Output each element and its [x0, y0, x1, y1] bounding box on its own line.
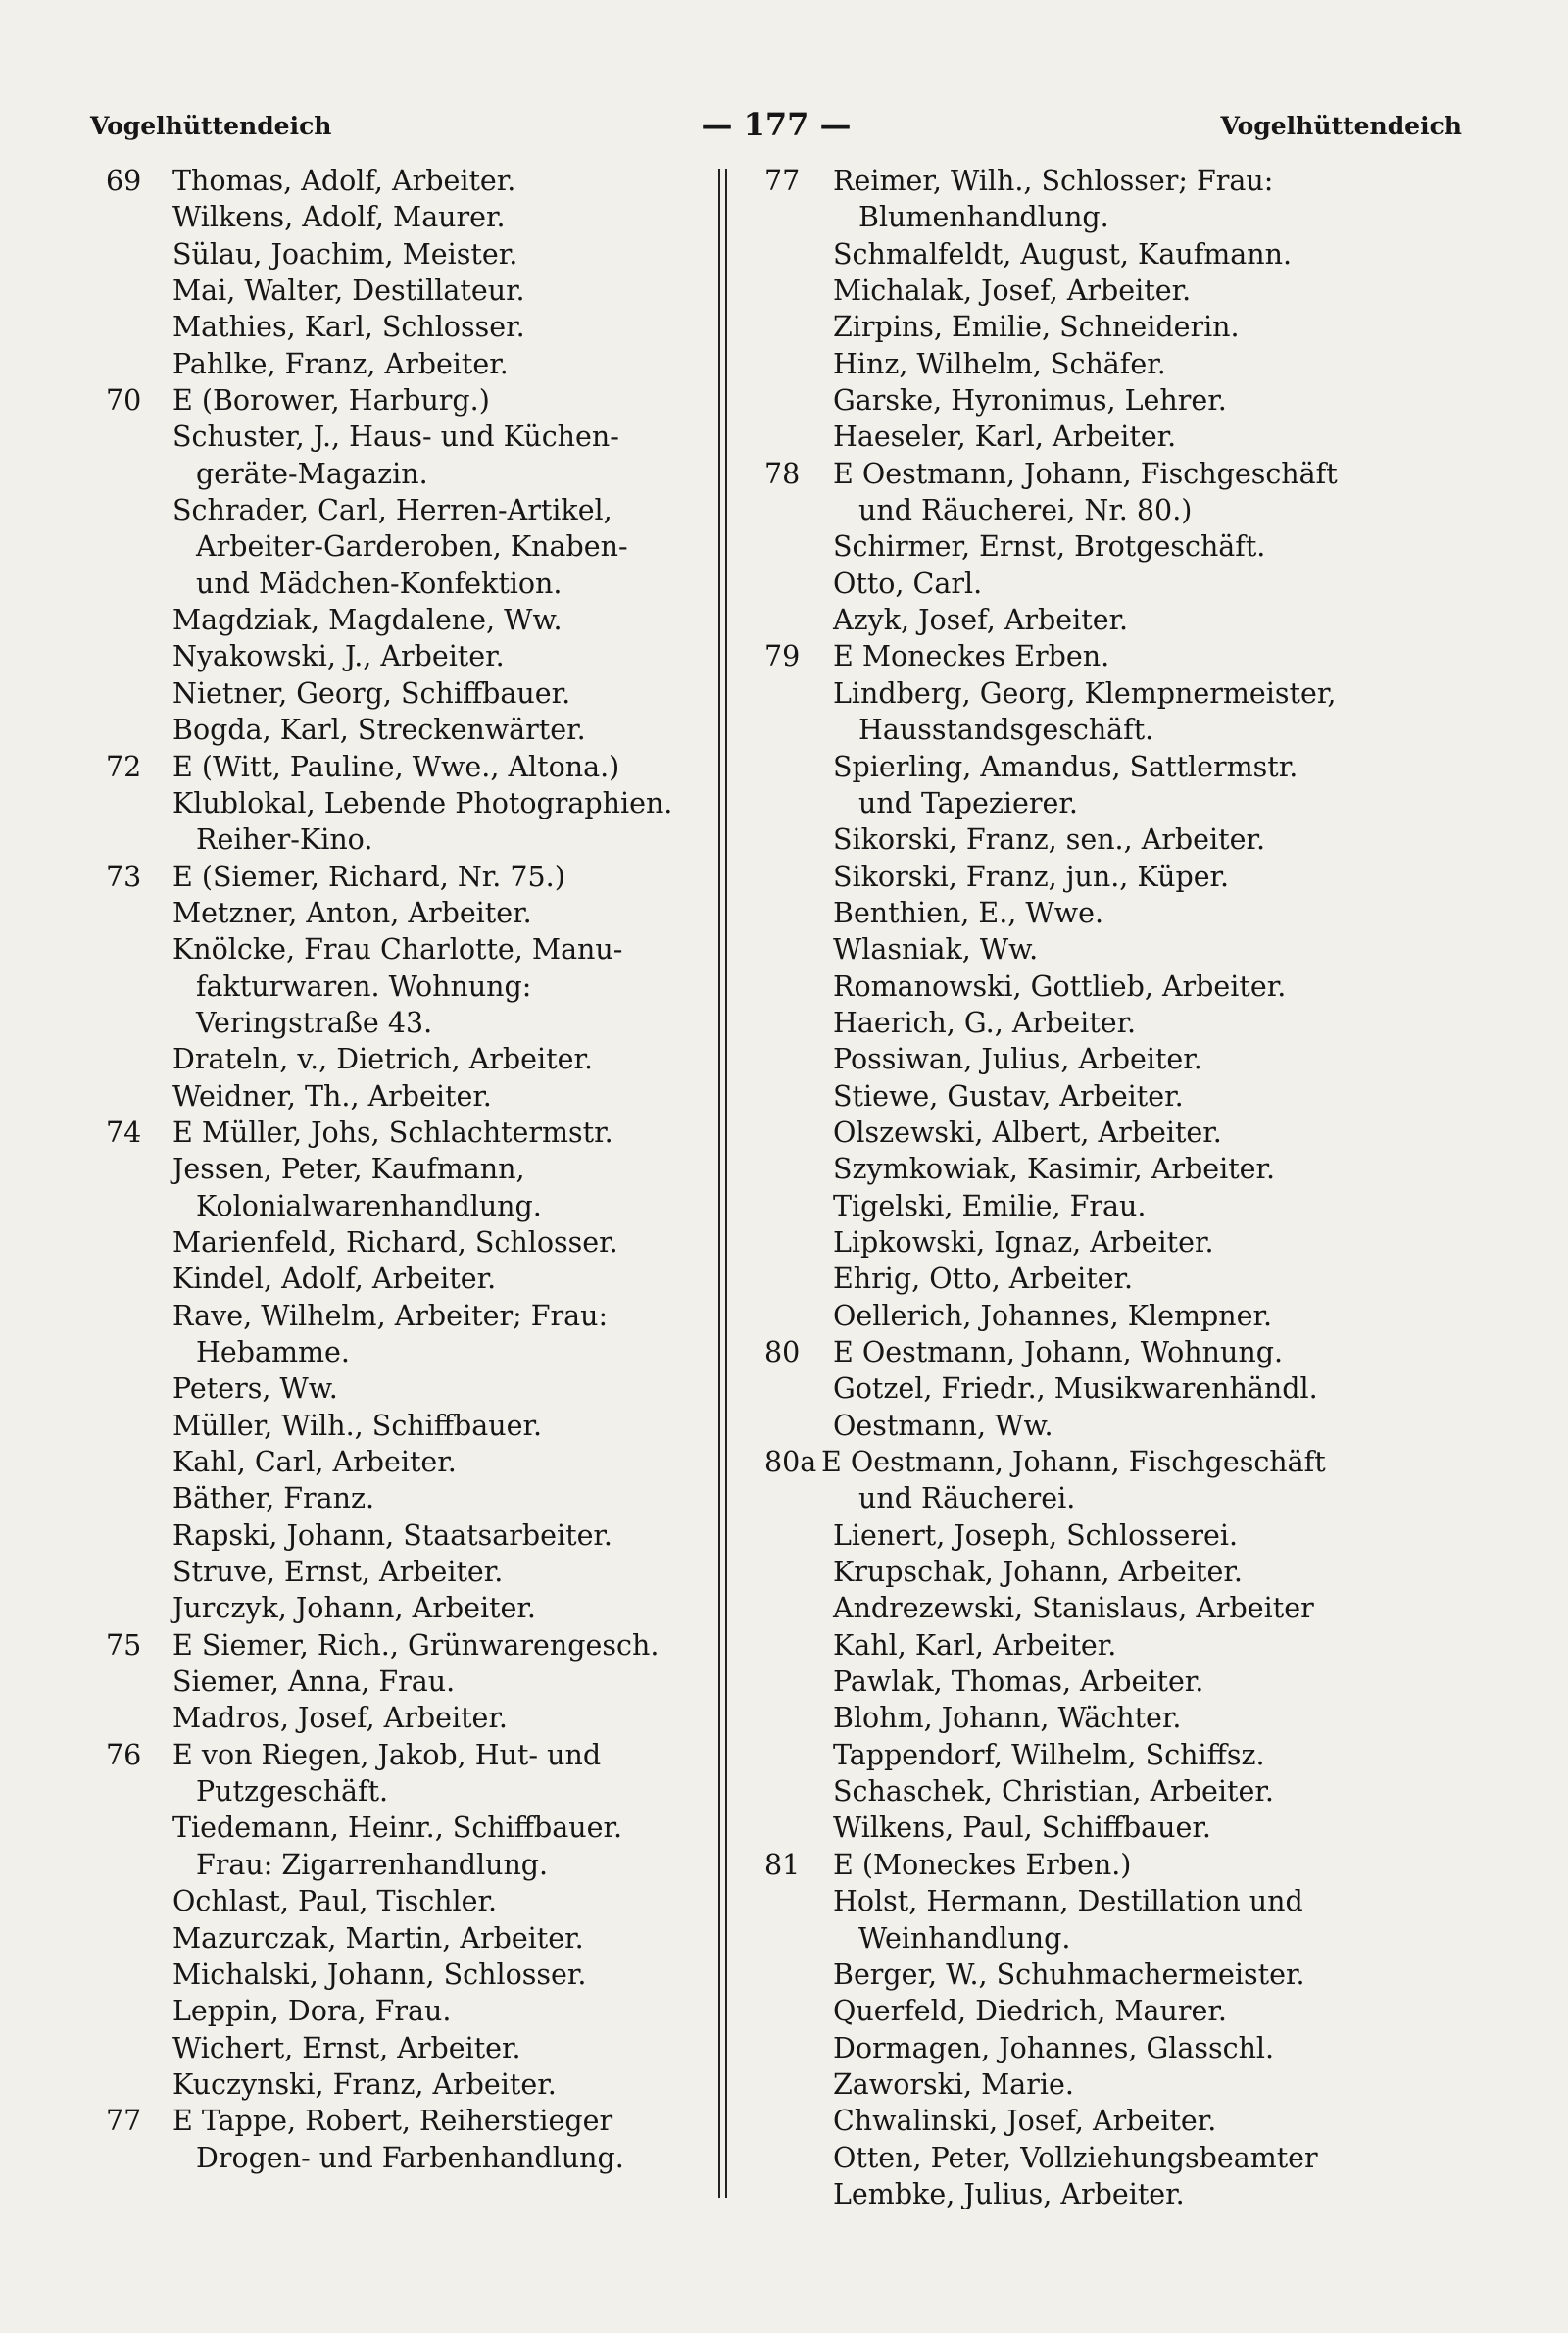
directory-line: [106, 1370, 713, 1407]
directory-line: [764, 859, 1382, 895]
directory-line: [106, 785, 713, 821]
entry-text: Zaworski, Marie.: [833, 2067, 1074, 2101]
house-number: 80a: [764, 1446, 817, 1479]
entry-text: Tiedemann, Heinr., Schiffbauer.: [172, 1812, 623, 1845]
entry-text: E Moneckes Erben.: [833, 640, 1110, 673]
entry-text: Garske, Hyronimus, Lehrer.: [833, 384, 1227, 418]
entry-continuation: Hebamme.: [196, 1336, 350, 1368]
entry-continuation: und Räucherei, Nr. 80.): [858, 494, 1193, 527]
left-column: [106, 163, 713, 2176]
directory-line: [106, 1115, 713, 1151]
directory-line: [106, 1810, 713, 1846]
entry-text: Szymkowiak, Kasimir, Arbeiter.: [833, 1153, 1276, 1186]
directory-line: [106, 2030, 713, 2066]
directory-line: [106, 712, 713, 748]
entry-text: Otten, Peter, Vollziehungsbeamter: [833, 2141, 1318, 2174]
directory-line: [764, 309, 1382, 345]
page-number: — 177 —: [701, 106, 852, 143]
directory-line: [106, 456, 713, 492]
directory-line: [106, 1298, 713, 1334]
entry-text: Weidner, Th., Arbeiter.: [172, 1079, 492, 1113]
entry-text: Drateln, v., Dietrich, Arbeiter.: [172, 1043, 594, 1076]
entry-text: Haeseler, Karl, Arbeiter.: [833, 421, 1177, 454]
entry-text: Pahlke, Franz, Arbeiter.: [172, 347, 509, 380]
directory-line: [764, 1993, 1382, 2029]
entry-text: E Oestmann, Johann, Fischgeschäft: [833, 457, 1338, 490]
entry-continuation: Frau: Zigarrenhandlung.: [196, 1848, 549, 1881]
directory-line: [106, 2140, 713, 2176]
house-number: 69: [106, 165, 142, 197]
directory-line: [764, 1517, 1382, 1554]
directory-line: [106, 566, 713, 602]
entry-text: Wilkens, Paul, Schiffbauer.: [833, 1812, 1211, 1845]
entry-text: Jessen, Peter, Kaufmann,: [172, 1153, 525, 1186]
entry-text: Dormagen, Johannes, Glasschl.: [833, 2031, 1275, 2064]
directory-line: [764, 1370, 1382, 1407]
entry-text: Schmalfeldt, August, Kaufmann.: [833, 237, 1293, 271]
entry-text: Jurczyk, Johann, Arbeiter.: [172, 1592, 536, 1625]
house-number: 75: [106, 1628, 142, 1662]
entry-text: Krupschak, Johann, Arbeiter.: [833, 1556, 1243, 1589]
directory-line: [764, 1847, 1382, 1883]
directory-line: [106, 1261, 713, 1297]
entry-text: Knölcke, Frau Charlotte, Manu-: [172, 933, 623, 967]
entry-text: Nietner, Georg, Schiffbauer.: [172, 676, 571, 710]
entry-continuation: und Tapezierer.: [858, 786, 1078, 819]
directory-line: [106, 1773, 713, 1810]
entry-text: E Oestmann, Johann, Wohnung.: [833, 1336, 1284, 1368]
directory-line: [764, 2176, 1382, 2212]
directory-line: [106, 528, 713, 565]
directory-line: [764, 199, 1382, 235]
entry-text: Marienfeld, Richard, Schlosser.: [172, 1225, 618, 1259]
directory-line: [764, 1334, 1382, 1370]
directory-line: [106, 382, 713, 419]
entry-continuation: Putzgeschäft.: [196, 1775, 389, 1809]
directory-line: [106, 1444, 713, 1480]
directory-line: [764, 1883, 1382, 1919]
directory-line: [764, 2030, 1382, 2066]
right-column: [764, 163, 1382, 2212]
directory-line: [106, 2103, 713, 2139]
directory-line: [106, 1737, 713, 1773]
directory-line: [106, 163, 713, 199]
entry-text: Stiewe, Gustav, Arbeiter.: [833, 1079, 1184, 1113]
header-street-right: Vogelhüttendeich: [1220, 112, 1462, 140]
entry-text: E (Moneckes Erben.): [833, 1848, 1132, 1881]
directory-line: [106, 1847, 713, 1883]
entry-text: E (Siemer, Richard, Nr. 75.): [172, 860, 565, 893]
directory-line: [764, 749, 1382, 785]
entry-text: Sülau, Joachim, Meister.: [172, 237, 518, 271]
directory-line: [764, 1920, 1382, 1957]
entry-text: Hinz, Wilhelm, Schäfer.: [833, 347, 1166, 380]
directory-line: [764, 163, 1382, 199]
house-number: 74: [106, 1116, 142, 1149]
entry-continuation: und Mädchen-Konfektion.: [196, 567, 563, 600]
directory-line: [764, 1041, 1382, 1077]
directory-line: [106, 638, 713, 674]
directory-line: [106, 1920, 713, 1957]
entry-text: Mathies, Karl, Schlosser.: [172, 311, 525, 344]
entry-text: Schuster, J., Haus- und Küchen-: [172, 421, 619, 454]
entry-text: Tappendorf, Wilhelm, Schiffsz.: [833, 1738, 1265, 1771]
directory-line: [764, 1590, 1382, 1626]
directory-line: [764, 382, 1382, 419]
entry-text: Sikorski, Franz, jun., Küper.: [833, 860, 1230, 893]
entry-continuation: Drogen- und Farbenhandlung.: [196, 2141, 624, 2174]
directory-line: [106, 1590, 713, 1626]
directory-line: [764, 2066, 1382, 2103]
house-number: 79: [764, 640, 801, 673]
directory-line: [764, 1700, 1382, 1736]
directory-line: [106, 1334, 713, 1370]
entry-continuation: Weinhandlung.: [858, 1921, 1071, 1955]
house-number: 77: [106, 2105, 142, 2138]
directory-line: [764, 1957, 1382, 1993]
entry-text: Bogda, Karl, Streckenwärter.: [172, 714, 586, 747]
entry-continuation: Blumenhandlung.: [858, 201, 1109, 234]
directory-line: [764, 1554, 1382, 1590]
directory-line: [106, 273, 713, 309]
entry-text: Oellerich, Johannes, Klempner.: [833, 1299, 1273, 1332]
entry-text: Peters, Ww.: [172, 1372, 338, 1406]
directory-line: [764, 1115, 1382, 1151]
house-number: 81: [764, 1848, 801, 1881]
directory-line: [106, 1041, 713, 1077]
entry-text: Spierling, Amandus, Sattlermstr.: [833, 750, 1298, 783]
directory-line: [106, 1151, 713, 1187]
entry-text: Siemer, Anna, Frau.: [172, 1665, 456, 1699]
entry-text: Otto, Carl.: [833, 567, 983, 600]
entry-text: Andrezewski, Stanislaus, Arbeiter: [833, 1592, 1314, 1625]
entry-text: E (Witt, Pauline, Wwe., Altona.): [172, 750, 620, 783]
entry-text: Madros, Josef, Arbeiter.: [172, 1702, 508, 1735]
entry-text: Kahl, Karl, Arbeiter.: [833, 1628, 1117, 1662]
entry-continuation: und Räucherei.: [858, 1482, 1076, 1515]
directory-line: [764, 1480, 1382, 1516]
directory-line: [106, 968, 713, 1005]
entry-text: Rave, Wilhelm, Arbeiter; Frau:: [172, 1299, 609, 1332]
entry-text: Kahl, Carl, Arbeiter.: [172, 1446, 457, 1479]
directory-line: [764, 456, 1382, 492]
directory-line: [764, 712, 1382, 748]
entry-text: Struve, Ernst, Arbeiter.: [172, 1556, 504, 1589]
directory-line: [106, 1627, 713, 1663]
entry-text: Kuczynski, Franz, Arbeiter.: [172, 2067, 557, 2101]
entry-text: Berger, W., Schuhmachermeister.: [833, 1958, 1305, 1991]
directory-line: [106, 821, 713, 858]
entry-text: Romanowski, Gottlieb, Arbeiter.: [833, 969, 1287, 1003]
entry-text: E Tappe, Robert, Reiherstieger: [172, 2105, 613, 2138]
directory-line: [764, 419, 1382, 455]
directory-line: [764, 1298, 1382, 1334]
directory-line: [106, 1517, 713, 1554]
entry-text: E von Riegen, Jakob, Hut- und: [172, 1738, 602, 1771]
entry-continuation: Arbeiter-Garderoben, Knaben-: [196, 530, 628, 564]
directory-line: [106, 931, 713, 968]
entry-text: Ochlast, Paul, Tischler.: [172, 1885, 498, 1918]
entry-text: Lindberg, Georg, Klempnermeister,: [833, 676, 1337, 710]
directory-line: [106, 1078, 713, 1115]
directory-line: [106, 199, 713, 235]
entry-text: Blohm, Johann, Wächter.: [833, 1702, 1182, 1735]
directory-line: [106, 1883, 713, 1919]
entry-text: Nyakowski, J., Arbeiter.: [172, 640, 505, 673]
house-number: 77: [764, 165, 801, 197]
directory-line: [106, 1224, 713, 1261]
entry-text: E (Borower, Harburg.): [172, 384, 490, 418]
directory-line: [764, 1188, 1382, 1224]
directory-line: [764, 785, 1382, 821]
directory-line: [764, 1773, 1382, 1810]
entry-text: E Siemer, Rich., Grünwarengesch.: [172, 1628, 660, 1662]
entry-continuation: geräte-Magazin.: [196, 457, 428, 490]
directory-line: [764, 1224, 1382, 1261]
entry-text: Oestmann, Ww.: [833, 1409, 1054, 1442]
entry-text: Chwalinski, Josef, Arbeiter.: [833, 2105, 1217, 2138]
directory-line: [764, 1444, 1382, 1480]
entry-text: Kindel, Adolf, Arbeiter.: [172, 1263, 497, 1296]
entry-text: Olszewski, Albert, Arbeiter.: [833, 1116, 1222, 1149]
directory-line: [764, 2140, 1382, 2176]
house-number: 76: [106, 1738, 142, 1771]
entry-text: Haerich, G., Arbeiter.: [833, 1006, 1137, 1039]
entry-text: Lembke, Julius, Arbeiter.: [833, 2177, 1185, 2210]
directory-line: [764, 236, 1382, 273]
entry-text: Schirmer, Ernst, Brotgeschäft.: [833, 530, 1266, 564]
entry-text: Lipkowski, Ignaz, Arbeiter.: [833, 1225, 1214, 1259]
directory-line: [106, 236, 713, 273]
directory-line: [106, 895, 713, 931]
entry-continuation: Kolonialwarenhandlung.: [196, 1189, 542, 1222]
entry-text: Metzner, Anton, Arbeiter.: [172, 896, 532, 929]
entry-text: Magdziak, Magdalene, Ww.: [172, 604, 563, 637]
entry-text: Thomas, Adolf, Arbeiter.: [172, 165, 516, 197]
directory-line: [764, 1005, 1382, 1041]
entry-text: Azyk, Josef, Arbeiter.: [833, 604, 1129, 637]
house-number: 73: [106, 860, 142, 893]
directory-line: [106, 309, 713, 345]
directory-line: [106, 675, 713, 712]
entry-continuation: Veringstraße 43.: [196, 1006, 433, 1039]
entry-text: Gotzel, Friedr., Musikwarenhändl.: [833, 1372, 1318, 1406]
entry-text: E Müller, Johs, Schlachtermstr.: [172, 1116, 613, 1149]
house-number: 70: [106, 384, 142, 418]
entry-text: Klublokal, Lebende Photographien.: [172, 786, 673, 819]
directory-line: [764, 1663, 1382, 1700]
entry-text: Wilkens, Adolf, Maurer.: [172, 201, 506, 234]
directory-line: [764, 566, 1382, 602]
entry-continuation: Reiher-Kino.: [196, 823, 373, 857]
entry-text: Reimer, Wilh., Schlosser; Frau:: [833, 165, 1274, 197]
directory-line: [764, 821, 1382, 858]
directory-line: [764, 1078, 1382, 1115]
entry-continuation: fakturwaren. Wohnung:: [196, 969, 532, 1003]
directory-line: [764, 1261, 1382, 1297]
directory-line: [764, 1408, 1382, 1444]
entry-text: Bäther, Franz.: [172, 1482, 375, 1515]
entry-text: Querfeld, Diedrich, Maurer.: [833, 1995, 1227, 2028]
entry-text: Wichert, Ernst, Arbeiter.: [172, 2031, 521, 2064]
entry-text: Leppin, Dora, Frau.: [172, 1995, 452, 2028]
directory-line: [106, 1005, 713, 1041]
entry-text: Tigelski, Emilie, Frau.: [833, 1189, 1147, 1222]
directory-line: [764, 1737, 1382, 1773]
directory-line: [106, 1480, 713, 1516]
house-number: 78: [764, 457, 801, 490]
directory-line: [764, 675, 1382, 712]
entry-text: Zirpins, Emilie, Schneiderin.: [833, 311, 1240, 344]
directory-line: [764, 492, 1382, 528]
directory-line: [764, 528, 1382, 565]
directory-line: [106, 2066, 713, 2103]
entry-text: Benthien, E., Wwe.: [833, 896, 1104, 929]
entry-text: Ehrig, Otto, Arbeiter.: [833, 1263, 1134, 1296]
entry-text: Pawlak, Thomas, Arbeiter.: [833, 1665, 1204, 1699]
directory-line: [764, 602, 1382, 638]
entry-text: Schrader, Carl, Herren-Artikel,: [172, 494, 612, 527]
directory-line: [106, 346, 713, 382]
entry-text: Michalski, Johann, Schlosser.: [172, 1958, 587, 1991]
directory-line: [106, 1993, 713, 2029]
entry-text: E Oestmann, Johann, Fischgeschäft: [821, 1446, 1326, 1479]
entry-text: Sikorski, Franz, sen., Arbeiter.: [833, 823, 1266, 857]
directory-line: [106, 1408, 713, 1444]
directory-line: [764, 1151, 1382, 1187]
directory-line: [764, 1810, 1382, 1846]
entry-text: Michalak, Josef, Arbeiter.: [833, 274, 1192, 308]
entry-text: Wlasniak, Ww.: [833, 933, 1039, 967]
directory-line: [106, 419, 713, 455]
entry-text: Schaschek, Christian, Arbeiter.: [833, 1775, 1274, 1809]
entry-text: Lienert, Joseph, Schlosserei.: [833, 1518, 1239, 1552]
directory-line: [764, 2103, 1382, 2139]
directory-line: [764, 895, 1382, 931]
directory-line: [106, 1554, 713, 1590]
directory-line: [106, 1663, 713, 1700]
directory-line: [764, 346, 1382, 382]
entry-continuation: Hausstandsgeschäft.: [858, 714, 1154, 747]
entry-text: Müller, Wilh., Schiffbauer.: [172, 1409, 543, 1442]
directory-line: [106, 859, 713, 895]
directory-line: [764, 968, 1382, 1005]
directory-line: [106, 1700, 713, 1736]
directory-line: [764, 638, 1382, 674]
directory-line: [106, 1957, 713, 1993]
header-street-left: Vogelhüttendeich: [90, 112, 332, 140]
entry-text: Mai, Walter, Destillateur.: [172, 274, 525, 308]
directory-line: [106, 492, 713, 528]
entry-text: Rapski, Johann, Staatsarbeiter.: [172, 1518, 612, 1552]
directory-line: [106, 749, 713, 785]
column-divider: [718, 169, 720, 2198]
directory-line: [764, 931, 1382, 968]
entry-text: Holst, Hermann, Destillation und: [833, 1885, 1303, 1918]
directory-line: [764, 273, 1382, 309]
page-header: [90, 106, 1462, 151]
house-number: 80: [764, 1336, 801, 1368]
directory-line: [106, 1188, 713, 1224]
house-number: 72: [106, 750, 142, 783]
column-divider: [725, 169, 727, 2198]
entry-text: Possiwan, Julius, Arbeiter.: [833, 1043, 1202, 1076]
directory-line: [106, 602, 713, 638]
entry-text: Mazurczak, Martin, Arbeiter.: [172, 1921, 584, 1955]
directory-line: [764, 1627, 1382, 1663]
